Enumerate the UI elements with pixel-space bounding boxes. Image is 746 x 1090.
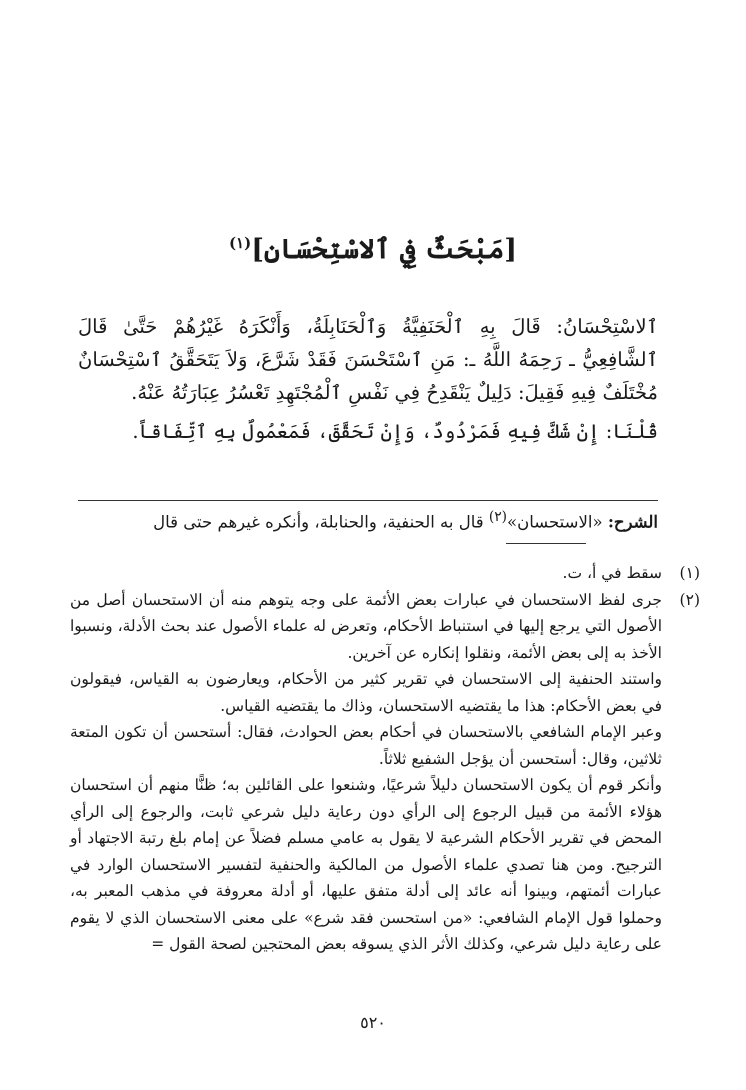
footnote-divider [506,543,586,544]
commentary-term: «الاستحسان» [507,512,603,532]
footnote-paragraph: جرى لفظ الاستحسان في عبارات بعض الأئمة على وجه يتوهم منه أن الاستحسان أصل من الأصول التي يرجع إليها في استنباط الأحكام، وتعرض له علماء الأصول عند بحث الأدلة، ونسبوا الأخذ به إلى بعض الأئمة، ونقلوا إنكاره عن آخرين. [70,590,662,662]
footnote-body [70,560,662,587]
footnote-paragraph: واستند الحنفية إلى الاستحسان في تقرير كثير من الأحكام، ويعارضون به القياس، فيقولون في بعض الأحكام: هذا ما يقتضيه الاستحسان، وذاك ما يقتضيه القياس. [70,670,662,715]
footnote-paragraph: سقط في أ، ت. [562,564,662,582]
footnote-number: (٢) [679,590,700,609]
section-title [0,234,746,265]
footnote-paragraph: وعبر الإمام الشافعي بالاستحسان في أحكام بعض الحوادث، فقال: أستحسن أن تكون المتعة ثلاثين، وقال: أستحسن أن يؤجل الشفيع ثلاثاً. [70,723,662,768]
matn-paragraph: ٱلاسْتِحْسَانُ: قَالَ بِهِ ٱلْحَنَفِيَّةُ وَٱلْحَنَابِلَةُ، وَأَنْكَرَهُ غَيْرُهُمْ حَتَّىٰ قَالَ ٱلشَّافِعِيُّ ـ رَحِمَهُ اللَّهُ ـ: مَنِ ٱسْتَحْسَنَ فَقَدْ شَرَّعَ، وَلاَ يَتَحَقَّقُ ٱسْتِحْسَانٌ مُخْتَلَفٌ فِيهِ فَقِيلَ: دَلِيلٌ يَنْقَدِحُ فِي نَفْسِ ٱلْمُجْتَهِدِ تَعْسُرُ عِبَارَتُهُ عَنْهُ. [78,315,658,404]
commentary [78,500,658,536]
commentary-text: قال به الحنفية، والحنابلة، وأنكره غيرهم حتى قال [153,512,484,532]
footnote-paragraph: وأنكر قوم أن يكون الاستحسان دليلاً شرعيًا، وشنعوا على القائلين به؛ ظنًّا منهم أن استحسان هؤلاء الأئمة من قبيل الرجوع إلى الرأي دون رعاية دليل شرعي ثابت، والرجوع إلى الرأي المحض في تقرير الأحكام الشرعية لا يقول به عامي مسلم فضلاً عن إمام بلغ رتبة الاجتهاد أو الترجيح. ومن هنا تصدي علماء الأصول من المالكية والحنفية لتفسير الاستحسان الوارد في عبارات أئمتهم، وبينوا أنه عائد إلى أدلة متفق عليها، أو أدلة معروفة في مذهب المعبر به، وحملوا قول الإمام الشافعي: «من استحسن فقد شرع» على معنى الاستحسان الذي لا يقوم على رعاية دليل شرعي، وكذلك الأثر الذي يسوقه بعض المحتجين لصحة القول = [70,776,662,953]
commentary-label: الشرح: [607,512,658,532]
section-title-text: [مَبْحَثٌ فِي ٱلاسْتِحْسَانِ] [251,234,518,265]
footnote-item [70,560,700,587]
footnote-body [70,587,662,958]
footnote-ref-1: (١) [228,234,252,252]
footnote-number: (١) [679,564,700,582]
main-text [78,310,658,448]
footnotes [70,560,700,958]
page-number: ٥٢٠ [360,1013,386,1032]
matn-response: قُلْنَا: إِنْ شَكَّ فِيهِ فَمَرْدُودٌ، وَإِنْ تَحَقَّقَ، فَمَعْمُولٌ بِهِ ٱتِّفَاقاً. [132,420,658,443]
footnote-item [70,587,700,958]
footnote-ref-2: (٢) [488,509,508,525]
